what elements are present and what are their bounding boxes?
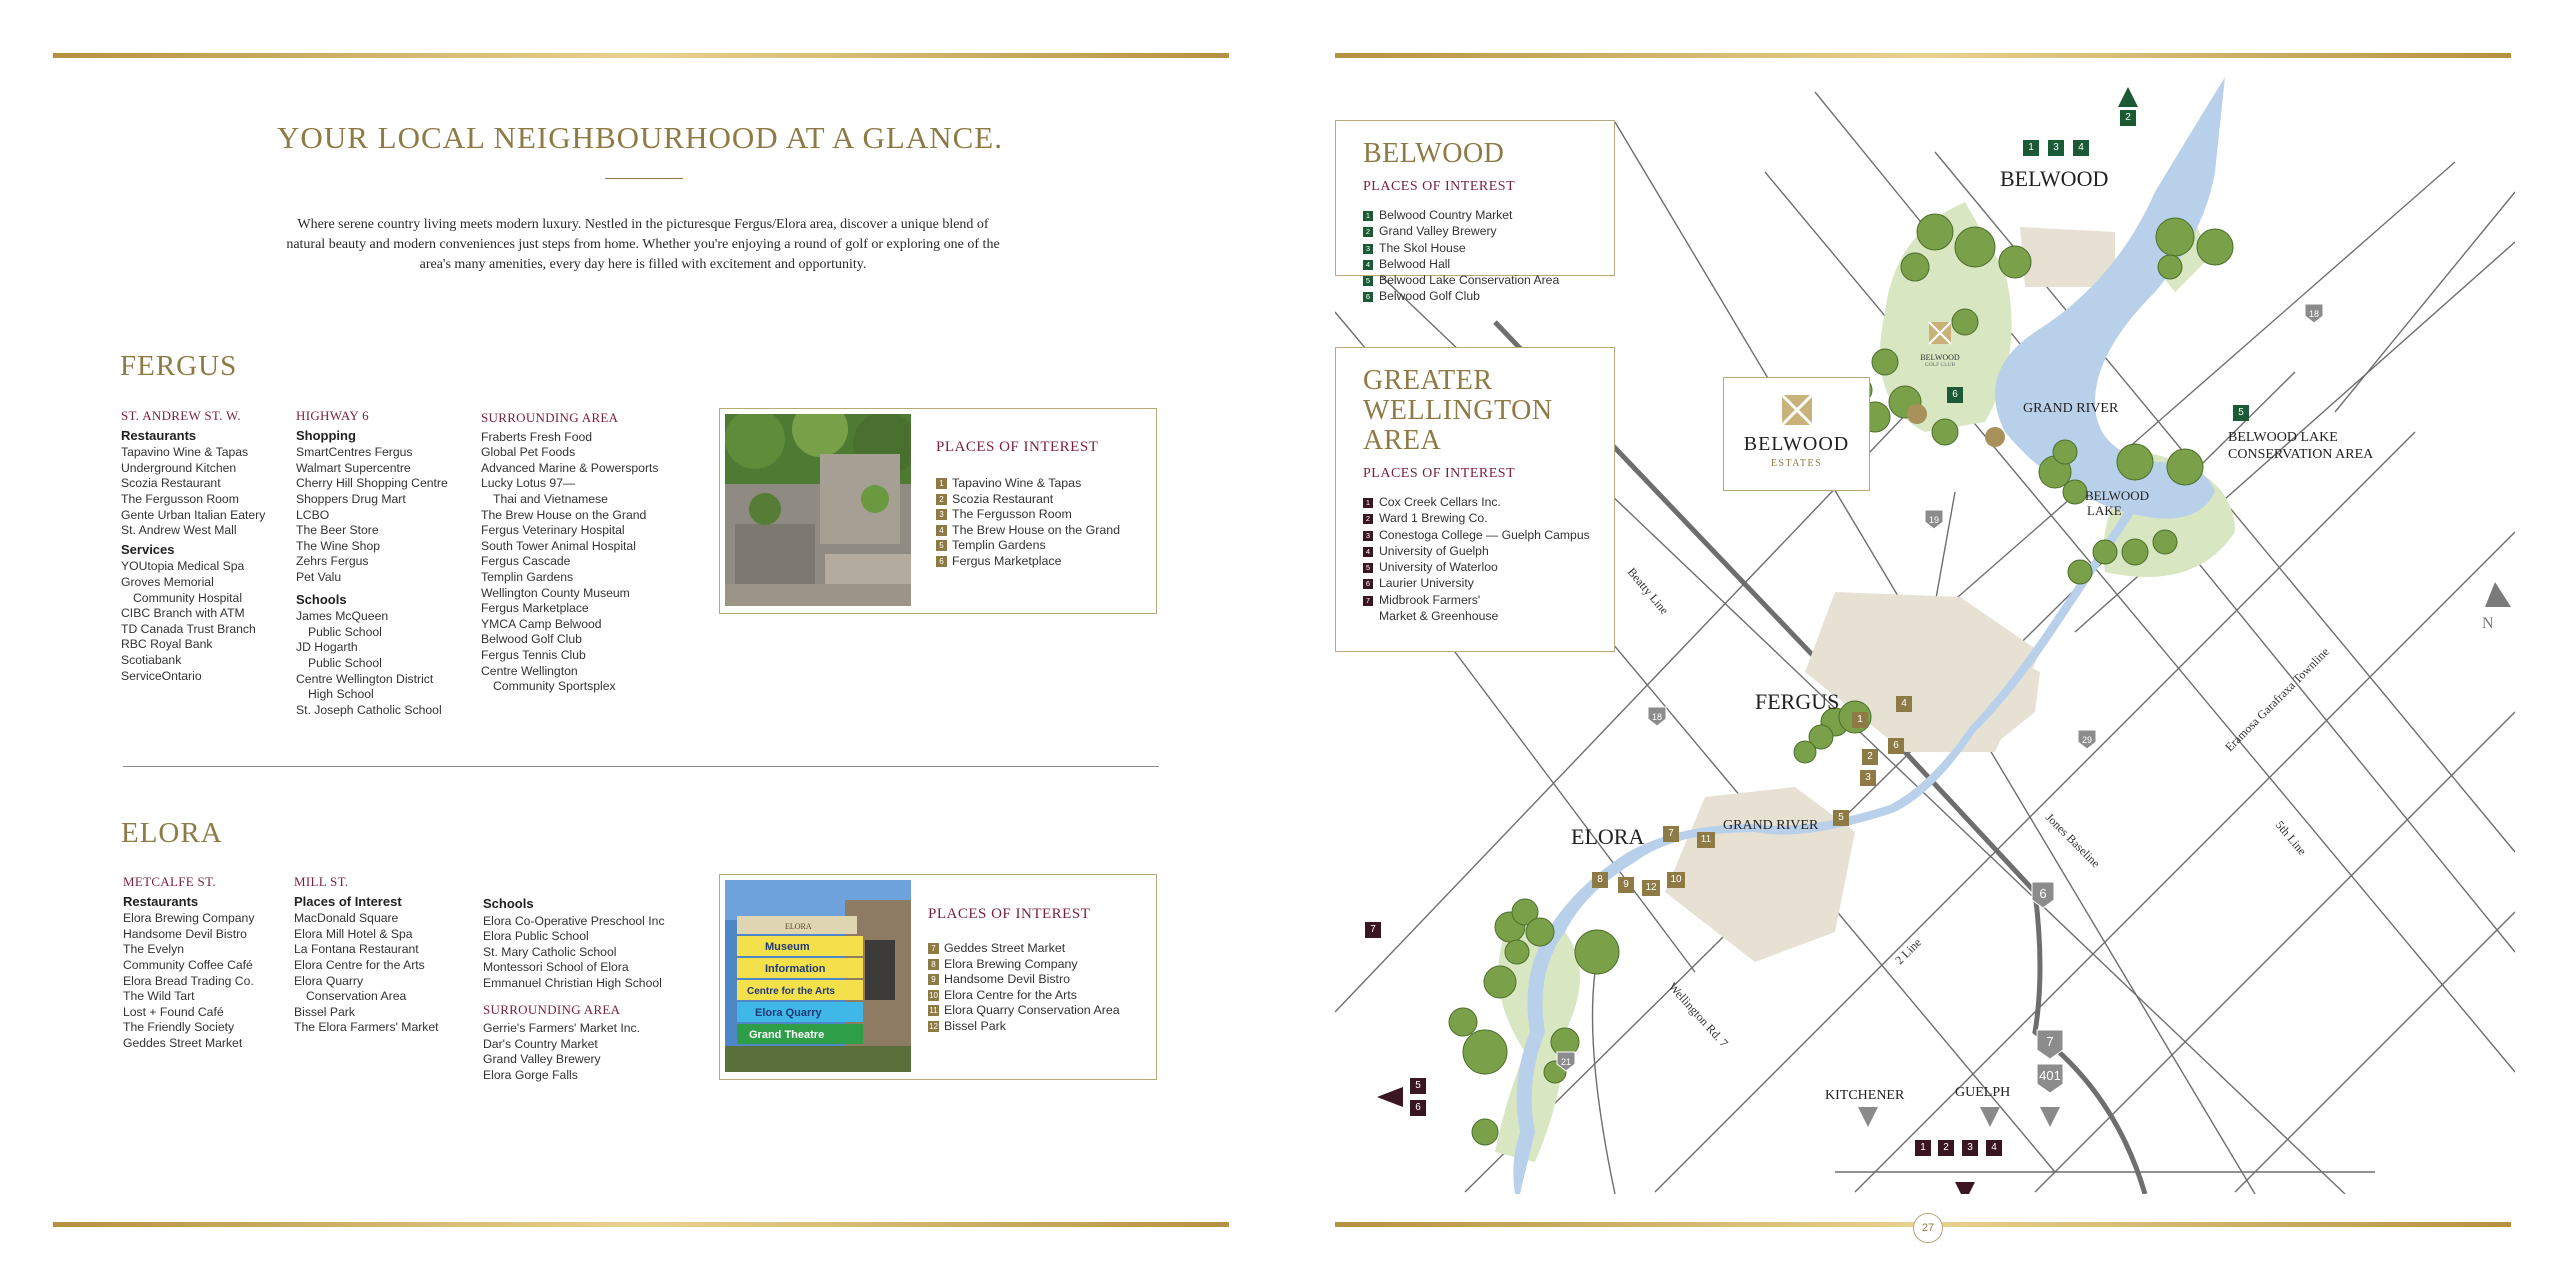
panel-title: BELWOOD xyxy=(1363,138,1505,169)
belwood-lake-label-1: BELWOOD xyxy=(2085,488,2150,503)
sign-text-elora: ELORA xyxy=(785,922,812,931)
panel-label: Belwood Lake Conservation Area xyxy=(1379,273,1560,288)
route-shield-21: 21 xyxy=(1560,1057,1572,1067)
elora-marker-7: 7 xyxy=(1663,826,1679,842)
panel-label: Belwood Hall xyxy=(1379,256,1451,271)
column-heading: SURROUNDING AREA xyxy=(483,1001,621,1017)
top-rule-right xyxy=(1335,53,2511,58)
panel-number: 4 xyxy=(1363,547,1373,557)
route-shield-18-west: 18 xyxy=(1651,712,1663,722)
list-item: The Wine Shop xyxy=(296,538,381,553)
panel-item xyxy=(1363,592,1614,608)
list-item: LCBO xyxy=(296,507,330,522)
panel-item xyxy=(1363,559,1614,575)
north-arrow xyxy=(2485,582,2511,607)
fergus-col-surrounding xyxy=(481,410,701,695)
poi-item xyxy=(936,523,1120,539)
group-label: Restaurants xyxy=(123,893,199,909)
list-item: Thai and Vietnamese xyxy=(493,491,608,506)
wellington-rd-label: Wellington Rd. 7 xyxy=(1665,979,1732,1050)
poi-item xyxy=(936,476,1120,492)
map-labels xyxy=(1571,166,2494,1103)
list-item: Scotiabank xyxy=(121,652,182,667)
list-item: Dar's Country Market xyxy=(483,1036,598,1051)
list-item: CIBC Branch with ATM xyxy=(121,606,245,621)
sign-text-museum: Museum xyxy=(765,941,810,953)
poi-label: Elora Brewing Company xyxy=(944,956,1078,971)
panel-number: 3 xyxy=(1363,244,1373,254)
list-item: The Fergusson Room xyxy=(121,491,239,506)
panel-label: Conestoga College — Guelph Campus xyxy=(1379,527,1590,542)
group-label: Restaurants xyxy=(121,427,197,443)
list-item: Gente Urban Italian Eatery xyxy=(121,507,266,522)
belwood-estates-logo xyxy=(1723,377,1870,491)
poi-item xyxy=(928,941,1120,957)
list-item: Fergus Marketplace xyxy=(481,601,589,616)
elora-title: ELORA xyxy=(121,817,223,849)
list-item: Emmanuel Christian High School xyxy=(483,975,662,990)
list-item: JD Hogarth xyxy=(296,640,358,655)
poi-number: 5 xyxy=(936,540,947,551)
panel-list xyxy=(1363,207,1614,305)
panel-label: Midbrook Farmers' xyxy=(1379,592,1481,607)
grand-river-label-south: GRAND RIVER xyxy=(1723,818,1819,833)
bottom-rule-left xyxy=(53,1222,1229,1227)
list-item: Grand Valley Brewery xyxy=(483,1052,601,1067)
panel-label: Belwood Country Market xyxy=(1379,208,1513,222)
greater-wellington-poi-panel xyxy=(1335,347,1615,652)
route-shield-19: 19 xyxy=(1928,515,1940,525)
garden-photo-image xyxy=(725,414,911,606)
list-item: St. Joseph Catholic School xyxy=(296,702,442,717)
poi-number: 8 xyxy=(928,959,939,970)
gw-marker-7: 7 xyxy=(1365,922,1381,938)
south-marker-arrow xyxy=(1955,1182,1975,1194)
conservation-label-2: CONSERVATION AREA xyxy=(2228,447,2374,462)
list-item: Fergus Cascade xyxy=(481,554,571,569)
list-item: RBC Royal Bank xyxy=(121,637,213,652)
fergus-marker-4: 4 xyxy=(1896,696,1912,712)
poi-number: 2 xyxy=(936,494,947,505)
list-item: SmartCentres Fergus xyxy=(296,445,413,460)
panel-number: 4 xyxy=(1363,260,1373,270)
gw-marker-1: 1 xyxy=(1915,1140,1931,1156)
beatty-line-label: Beatty Line xyxy=(1624,564,1672,618)
panel-item xyxy=(1363,256,1614,272)
list-item: YOUtopia Medical Spa xyxy=(121,559,245,574)
list-item: The Evelyn xyxy=(123,942,184,957)
poi-number: 4 xyxy=(936,525,947,536)
panel-label: University of Guelph xyxy=(1379,543,1489,558)
panel-item xyxy=(1363,207,1614,223)
gw-marker-3: 3 xyxy=(1962,1140,1978,1156)
list-item: Elora Centre for the Arts xyxy=(294,957,425,972)
elora-marker-11: 11 xyxy=(1697,832,1715,848)
fergus-title: FERGUS xyxy=(120,350,238,382)
list-item: South Tower Animal Hospital xyxy=(481,538,636,553)
highway-7-shield: 7 xyxy=(2046,1034,2054,1049)
panel-item xyxy=(1363,527,1614,543)
list-item: Walmart Supercentre xyxy=(296,460,411,475)
elora-marker-12: 12 xyxy=(1642,880,1660,896)
poi-number: 7 xyxy=(928,943,939,954)
guelph-label: GUELPH xyxy=(1955,1085,2011,1100)
panel-subtitle: PLACES OF INTEREST xyxy=(1363,179,1516,194)
poi-label: Templin Gardens xyxy=(952,538,1046,553)
poi-item xyxy=(928,1003,1120,1019)
elora-col-mill xyxy=(294,874,474,1036)
group-label: Schools xyxy=(483,896,534,911)
list-item: Community Sportsplex xyxy=(493,679,616,694)
estates-logo-sub: ESTATES xyxy=(1770,458,1823,469)
panel-number: 5 xyxy=(1363,276,1373,286)
list-item: Tapavino Wine & Tapas xyxy=(121,445,249,460)
poi-item xyxy=(928,988,1120,1004)
panel-label: Grand Valley Brewery xyxy=(1379,224,1497,239)
elora-marker-10: 10 xyxy=(1667,872,1685,888)
list-item: The Brew House on the Grand xyxy=(481,507,647,522)
list-item: Scozia Restaurant xyxy=(121,476,221,491)
panel-list xyxy=(1363,494,1614,624)
list-item: Zehrs Fergus xyxy=(296,554,369,569)
panel-item xyxy=(1363,510,1614,526)
line-2-label: 2 Line xyxy=(1892,935,1925,968)
list-item: Community Hospital xyxy=(133,590,243,605)
highway-401-shield: 401 xyxy=(2039,1068,2061,1083)
list-item: Elora Public School xyxy=(483,929,589,944)
list-item: James McQueen xyxy=(296,609,389,624)
golf-logo-sub: GOLF CLUB xyxy=(1924,362,1956,368)
list-item: Elora Bread Trading Co. xyxy=(123,973,254,988)
fergus-poi-card xyxy=(719,408,1157,614)
list-item: St. Mary Catholic School xyxy=(483,944,617,959)
fergus-marker-3: 3 xyxy=(1860,770,1876,786)
panel-item xyxy=(1363,575,1614,591)
destination-arrows xyxy=(1858,1107,2060,1127)
poi-label: Geddes Street Market xyxy=(944,941,1066,955)
list-item: Shoppers Drug Mart xyxy=(296,491,406,506)
group-label: Places of Interest xyxy=(294,893,402,909)
sign-text-theatre: Grand Theatre xyxy=(749,1029,825,1041)
poi-label: Fergus Marketplace xyxy=(952,553,1062,568)
panel-title-line-3: AREA xyxy=(1363,425,1442,456)
poi-item xyxy=(936,492,1120,508)
fergus-col-highway6 xyxy=(296,408,471,718)
panel-number: 3 xyxy=(1363,531,1373,541)
fergus-marker-1: 1 xyxy=(1852,712,1868,728)
list-item: The Beer Store xyxy=(296,523,379,538)
column-heading: ST. ANDREW ST. W. xyxy=(121,408,241,423)
list-item: The Wild Tart xyxy=(123,989,195,1004)
elora-marker-9: 9 xyxy=(1618,877,1634,893)
list-item: High School xyxy=(308,687,374,702)
poi-list xyxy=(928,941,1120,1035)
list-item: St. Andrew West Mall xyxy=(121,523,237,538)
panel-title-line-2: WELLINGTON xyxy=(1363,395,1553,426)
poi-label: The Fergusson Room xyxy=(952,507,1072,522)
list-item: Cherry Hill Shopping Centre xyxy=(296,476,448,491)
gw-marker-4: 4 xyxy=(1986,1140,2002,1156)
poi-number: 9 xyxy=(928,974,939,985)
route-shield-18-east: 18 xyxy=(2308,309,2320,319)
poi-item xyxy=(928,957,1120,973)
list-item: Elora Gorge Falls xyxy=(483,1067,578,1082)
poi-number: 11 xyxy=(929,1006,938,1016)
belwood-poi-panel xyxy=(1335,120,1615,304)
jones-baseline-label: Jones Baseline xyxy=(2042,810,2103,871)
list-item: Public School xyxy=(308,655,382,670)
panel-item xyxy=(1363,240,1614,256)
list-item: Public School xyxy=(308,624,382,639)
list-item: MacDonald Square xyxy=(294,911,399,926)
group-label: Shopping xyxy=(296,427,356,443)
list-item: The Friendly Society xyxy=(123,1020,235,1035)
panel-label: Cox Creek Cellars Inc. xyxy=(1379,495,1501,509)
fifth-line-label: 5th Line xyxy=(2272,817,2310,858)
poi-number: 6 xyxy=(936,556,947,567)
panel-number: 7 xyxy=(1363,596,1373,606)
elora-col-metcalfe xyxy=(123,874,293,1052)
top-rule-left xyxy=(53,53,1229,58)
list-item: TD Canada Trust Branch xyxy=(121,621,256,636)
poi-number: 10 xyxy=(929,990,938,1000)
panel-item xyxy=(1363,543,1614,559)
page-number: 27 xyxy=(1913,1213,1943,1243)
belwood-marker-3: 3 xyxy=(2048,140,2064,156)
elora-marker-8: 8 xyxy=(1592,872,1608,888)
highway-6-shield: 6 xyxy=(2039,886,2047,901)
panel-number: 2 xyxy=(1363,227,1373,237)
list-item: La Fontana Restaurant xyxy=(294,942,419,957)
list-item: Elora Co-Operative Preschool Inc xyxy=(483,913,665,928)
belwood-lake-label-2: LAKE xyxy=(2087,503,2122,518)
list-item: Belwood Golf Club xyxy=(481,632,582,647)
section-divider xyxy=(123,766,1159,767)
group-label: Schools xyxy=(296,591,347,607)
list-item: Wellington County Museum xyxy=(481,585,630,600)
poi-label: Tapavino Wine & Tapas xyxy=(952,476,1082,490)
list-item: ServiceOntario xyxy=(121,668,202,683)
sign-photo-image xyxy=(725,880,911,1072)
elora-map-label: ELORA xyxy=(1571,824,1645,849)
list-item: Pet Valu xyxy=(296,569,342,584)
golf-crest-icon xyxy=(1925,318,1955,348)
fergus-photo xyxy=(725,414,911,606)
list-item: Templin Gardens xyxy=(481,569,574,584)
panel-label: Ward 1 Brewing Co. xyxy=(1379,511,1488,526)
list-item: Fraberts Fresh Food xyxy=(481,429,593,444)
list-item: Gerrie's Farmers' Market Inc. xyxy=(483,1021,641,1036)
panel-number: 6 xyxy=(1363,292,1373,302)
panel-label: Laurier University xyxy=(1379,576,1474,591)
list-item: Geddes Street Market xyxy=(123,1035,243,1050)
eramosa-townline-label: Eramosa Garafraxa Townline xyxy=(2222,644,2332,755)
elora-poi-card xyxy=(719,874,1157,1080)
list-item: Handsome Devil Bistro xyxy=(123,926,247,941)
fergus-map-label: FERGUS xyxy=(1755,689,1840,714)
poi-title: PLACES OF INTEREST xyxy=(936,439,1099,455)
belwood-map-label: BELWOOD xyxy=(2000,166,2109,191)
grand-river-label-north: GRAND RIVER xyxy=(2023,401,2119,416)
belwood-marker-2: 2 xyxy=(2120,110,2136,126)
fergus-marker-2: 2 xyxy=(1862,749,1878,765)
poi-item xyxy=(928,972,1120,988)
page-title: YOUR LOCAL NEIGHBOURHOOD AT A GLANCE. xyxy=(277,120,1003,155)
conservation-label-1: BELWOOD LAKE xyxy=(2228,430,2338,445)
estates-crest-icon xyxy=(1779,392,1815,428)
list-item: Groves Memorial xyxy=(121,574,214,589)
panel-item xyxy=(1363,288,1614,304)
poi-label: The Brew House on the Grand xyxy=(952,522,1121,537)
north-label: N xyxy=(2482,615,2494,632)
list-item: The Elora Farmers' Market xyxy=(294,1020,439,1035)
panel-number: 1 xyxy=(1363,211,1373,221)
fergus-col-st-andrew xyxy=(121,408,291,684)
list-item: Centre Wellington District xyxy=(296,671,434,686)
list-item: Advanced Marine & Powersports xyxy=(481,460,659,475)
list-item: Underground Kitchen xyxy=(121,460,237,475)
gw-marker-2: 2 xyxy=(1938,1140,1954,1156)
route-shield-29: 29 xyxy=(2081,735,2093,745)
poi-item xyxy=(928,1019,1120,1035)
belwood-marker-6: 6 xyxy=(1947,387,1963,403)
poi-label: Bissel Park xyxy=(944,1018,1006,1033)
panel-item xyxy=(1363,223,1614,239)
poi-number: 3 xyxy=(936,509,947,520)
elora-col-schools xyxy=(483,893,703,1084)
list-item: Lost + Found Café xyxy=(123,1004,224,1019)
panel-title-line-1: GREATER xyxy=(1363,365,1493,396)
kitchener-label: KITCHENER xyxy=(1825,1088,1905,1103)
belwood-marker-4: 4 xyxy=(2073,140,2089,156)
list-item: Bissel Park xyxy=(294,1004,355,1019)
panel-subtitle: PLACES OF INTEREST xyxy=(1363,466,1516,481)
column-heading: HIGHWAY 6 xyxy=(296,408,369,423)
poi-label: Elora Quarry Conservation Area xyxy=(944,1003,1120,1018)
list-item: Conservation Area xyxy=(306,989,407,1004)
list-item: Elora Quarry xyxy=(294,973,364,988)
list-item: Fergus Veterinary Hospital xyxy=(481,523,625,538)
list-item: Global Pet Foods xyxy=(481,445,576,460)
poi-item xyxy=(936,538,1120,554)
poi-label: Scozia Restaurant xyxy=(952,491,1054,506)
panel-label: The Skol House xyxy=(1379,240,1466,255)
golf-logo-name: BELWOOD xyxy=(1920,353,1960,362)
group-label: Services xyxy=(121,541,175,557)
belwood-marker-1: 1 xyxy=(2023,140,2039,156)
poi-number: 1 xyxy=(936,478,947,489)
title-underline xyxy=(605,178,683,179)
panel-item xyxy=(1363,608,1614,624)
column-heading: MILL ST. xyxy=(294,874,349,889)
poi-number: 12 xyxy=(929,1021,938,1031)
west-marker-arrow xyxy=(1377,1087,1403,1107)
estates-logo-name: BELWOOD xyxy=(1743,433,1850,455)
panel-number: 2 xyxy=(1363,514,1373,524)
panel-number: 5 xyxy=(1363,563,1373,573)
panel-number: 6 xyxy=(1363,579,1373,589)
gw-marker-6: 6 xyxy=(1410,1100,1426,1116)
column-heading: METCALFE ST. xyxy=(123,874,216,889)
fergus-marker-5: 5 xyxy=(1833,810,1849,826)
list-item: Elora Brewing Company xyxy=(123,911,255,926)
sign-text-information: Information xyxy=(765,963,826,975)
area-map xyxy=(1335,72,2515,1194)
sign-text-quarry: Elora Quarry xyxy=(755,1007,822,1019)
list-item: Elora Mill Hotel & Spa xyxy=(294,926,413,941)
belwood-golf-logo xyxy=(1910,318,1970,368)
panel-label: Market & Greenhouse xyxy=(1379,609,1499,624)
north-marker-arrow xyxy=(2118,87,2138,107)
poi-list xyxy=(936,476,1120,570)
column-heading: SURROUNDING AREA xyxy=(481,410,619,425)
fergus-marker-6: 6 xyxy=(1888,738,1904,754)
poi-label: Handsome Devil Bistro xyxy=(944,972,1071,987)
panel-number: 1 xyxy=(1363,498,1373,508)
elora-photo xyxy=(725,880,911,1072)
sign-text-centre-arts: Centre for the Arts xyxy=(747,986,835,997)
list-item: Lucky Lotus 97— xyxy=(481,476,576,491)
list-item: Community Coffee Café xyxy=(123,957,253,972)
list-item: Centre Wellington xyxy=(481,663,578,678)
panel-item xyxy=(1363,272,1614,288)
intro-paragraph: Where serene country living meets modern luxury. Nestled in the picturesque Fergus/Elora area, discover a unique blend of natural beauty and modern conveniences just steps from home. Whether you're enjoying a round of golf or exploring one of the area's many amenities, every day here is filled with excitement and opportunity. xyxy=(286,217,1000,272)
gw-marker-5: 5 xyxy=(1410,1078,1426,1094)
panel-label: Belwood Golf Club xyxy=(1379,289,1480,304)
belwood-marker-5: 5 xyxy=(2233,405,2249,421)
poi-item xyxy=(936,554,1120,570)
panel-label: University of Waterloo xyxy=(1379,560,1498,575)
poi-label: Elora Centre for the Arts xyxy=(944,987,1077,1002)
poi-item xyxy=(936,507,1120,523)
list-item: Fergus Tennis Club xyxy=(481,647,586,662)
list-item: YMCA Camp Belwood xyxy=(481,616,602,631)
poi-title: PLACES OF INTEREST xyxy=(928,906,1091,922)
panel-item xyxy=(1363,494,1614,510)
list-item: Montessori School of Elora xyxy=(483,960,629,975)
